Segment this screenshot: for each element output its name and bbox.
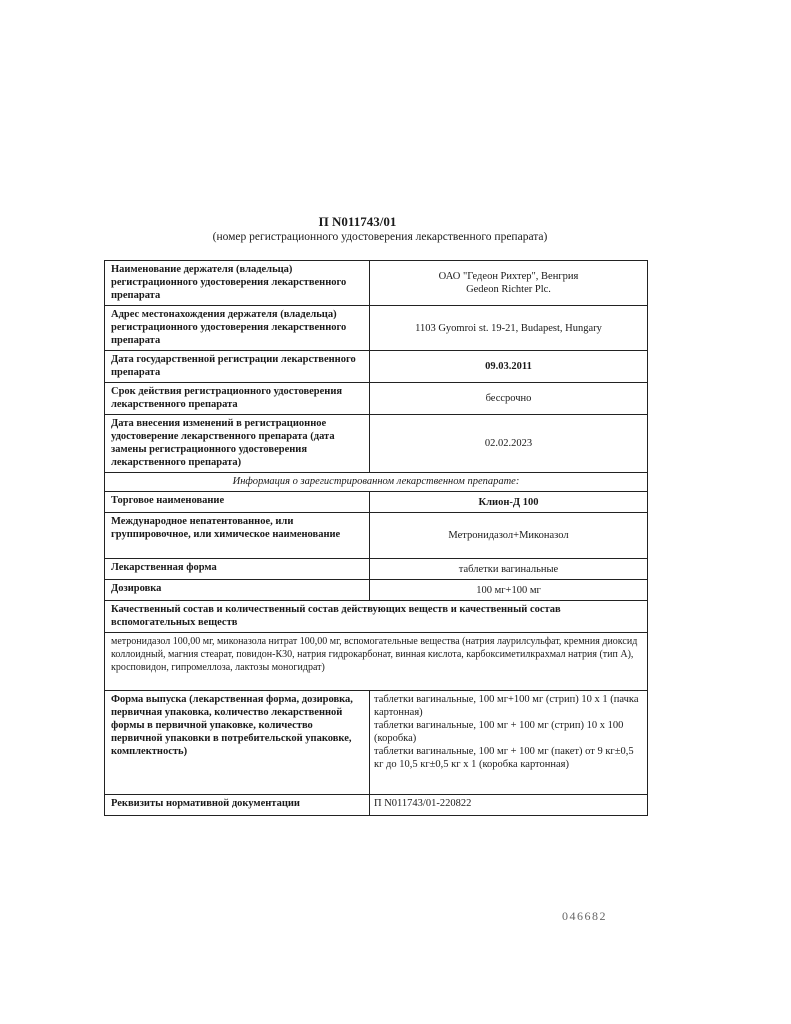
packaging-line: таблетки вагинальные, 100 мг + 100 мг (пакет) от 9 кг±0,5 кг до 10,5 кг±0,5 кг х 1 (коробка картонная) <box>374 746 634 770</box>
table-row-composition-header <box>105 601 648 633</box>
address-label: Адрес местонахождения держателя (владельца) регистрационного удостоверения лекарственного препарата <box>105 306 370 351</box>
table-row-info-header <box>105 473 648 492</box>
table-row-inn <box>105 513 648 559</box>
table-row-holder <box>105 261 648 306</box>
dosage-form-value: таблетки вагинальные <box>370 559 648 580</box>
composition-value: метронидазол 100,00 мг, миконазола нитрат 100,00 мг, вспомогательные вещества (натрия лаурилсульфат, кремния диоксид коллоидный, магния стеарат, повидон-К30, натрия гидрокарбонат, винная кислота, карбоксиметилкрахмал натрия (тип А), кросповидон, гипромеллоза, лактозы моногидрат) <box>105 633 648 691</box>
trade-name-value: Клион-Д 100 <box>370 492 648 513</box>
table-row-change-date <box>105 415 648 473</box>
table-row-registration-date <box>105 351 648 383</box>
dosage-label: Дозировка <box>105 580 370 601</box>
dosage-value: 100 мг+100 мг <box>370 580 648 601</box>
table-row-composition-text <box>105 633 648 691</box>
registration-date-label: Дата государственной регистрации лекарственного препарата <box>105 351 370 383</box>
trade-name-label: Торговое наименование <box>105 492 370 513</box>
inn-label: Международное непатентованное, или группировочное, или химическое наименование <box>105 513 370 559</box>
table-row-packaging <box>105 691 648 795</box>
validity-value: бессрочно <box>370 383 648 415</box>
holder-label: Наименование держателя (владельца) регистрационного удостоверения лекарственного препарата <box>105 261 370 306</box>
change-date-label: Дата внесения изменений в регистрационное удостоверение лекарственного препарата (дата замены регистрационного удостоверения лекарственного препарата) <box>105 415 370 473</box>
validity-label: Срок действия регистрационного удостоверения лекарственного препарата <box>105 383 370 415</box>
normative-value: П N011743/01-220822 <box>370 795 648 816</box>
composition-label: Качественный состав и количественный состав действующих веществ и качественный состав вспомогательных веществ <box>105 601 648 633</box>
registration-number-caption: (номер регистрационного удостоверения лекарственного препарата) <box>212 231 548 243</box>
holder-value <box>370 261 648 306</box>
table-row-dosage <box>105 580 648 601</box>
change-date-value: 02.02.2023 <box>370 415 648 473</box>
dosage-form-label: Лекарственная форма <box>105 559 370 580</box>
registration-date-value: 09.03.2011 <box>370 351 648 383</box>
packaging-line: таблетки вагинальные, 100 мг + 100 мг (стрип) 10 х 100 (коробка) <box>374 720 624 744</box>
table-row-normative <box>105 795 648 816</box>
inn-value: Метронидазол+Миконазол <box>370 513 648 559</box>
packaging-label: Форма выпуска (лекарственная форма, дозировка, первичная упаковка, количество лекарственной формы в первичной упаковке, количество первичной упаковки в потребительской упаковке, комплектность) <box>105 691 370 795</box>
packaging-value <box>370 691 648 795</box>
info-section-header: Информация о зарегистрированном лекарственном препарате: <box>105 473 648 492</box>
address-value: 1103 Gyomroi st. 19-21, Budapest, Hungary <box>370 306 648 351</box>
table-row-dosage-form <box>105 559 648 580</box>
registration-number: П N011743/01 <box>318 214 397 229</box>
holder-name-ru: ОАО "Гедеон Рихтер", Венгрия <box>438 271 579 282</box>
registration-table <box>104 260 648 816</box>
normative-label: Реквизиты нормативной документации <box>105 795 370 816</box>
table-row-validity <box>105 383 648 415</box>
holder-name-en: Gedeon Richter Plc. <box>466 284 551 295</box>
packaging-line: таблетки вагинальные, 100 мг+100 мг (стрип) 10 х 1 (пачка картонная) <box>374 694 639 718</box>
page-stamp-number: 046682 <box>562 909 607 923</box>
table-row-trade-name <box>105 492 648 513</box>
table-row-address <box>105 306 648 351</box>
